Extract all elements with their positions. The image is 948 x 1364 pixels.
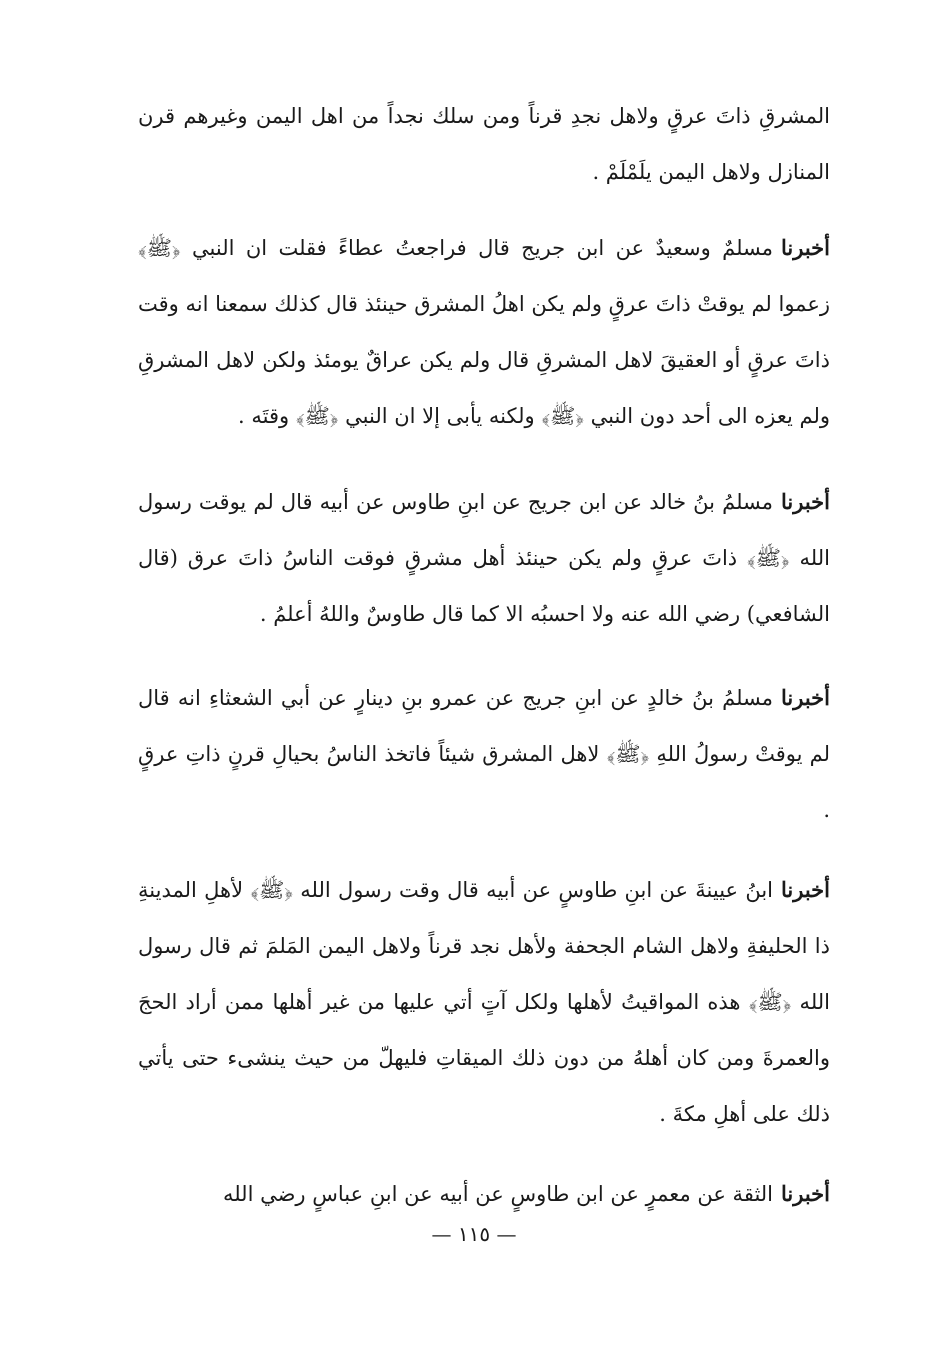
paragraph-1	[138, 88, 830, 200]
paragraph-lead: أخبرنا	[781, 877, 830, 902]
paragraph-lead: أخبرنا	[781, 685, 830, 710]
paragraph-text: ابنُ عيينةَ عن ابنِ طاوسٍ عن أبيه قال وقت رسول الله ﴿ﷺ﴾ لأهلِ المدينةِ ذا الحليفةِ ولاهل الشام الجحفة ولأهل نجد قرناً ولاهل اليمن المَلمَ ثم قال رسول الله ﴿ﷺ﴾ هذه المواقيتُ لأهلها ولكل آتٍ أتي عليها من غير أهلها ممن أراد الحجَ والعمرةَ ومن كان أهلهُ من دون ذلك الميقاتِ فليهلّ من حيث ينشىء حتى يأتي ذلك على أهلِ مكةَ .	[138, 878, 830, 1126]
paragraph-text: المشرقِ ذاتَ عرقٍ ولاهل نجدِ قرناً ومن سلك نجداً من اهل اليمن وغيرهم قرن المنازل ولاهل اليمن يلَمْلَمْ .	[138, 104, 830, 184]
paragraph-lead: أخبرنا	[781, 1181, 830, 1206]
paragraph-text: مسلمُ بنُ خالدٍ عن ابنِ جريج عن عمرو بنِ دينارٍ عن أبي الشعثاءِ انه قال لم يوقتْ رسولُ اللهِ ﴿ﷺ﴾ لاهل المشرق شيئاً فاتخذ الناسُ بحيالِ قرنٍ ذاتِ عرقٍ .	[138, 686, 830, 822]
paragraph-6	[138, 1166, 830, 1222]
paragraph-text: الثقة عن معمرٍ عن ابن طاوسٍ عن أبيه عن ابنِ عباسٍ رضي الله	[222, 1182, 774, 1206]
paragraph-text: مسلمٌ وسعيدٌ عن ابن جريج قال فراجعتُ عطاءً فقلت ان النبي ﴿ﷺ﴾ زعموا لم يوقتْ ذاتَ عرقٍ ولم يكن اهلُ المشرق حينئذ قال كذلك سمعنا انه وقت ذاتَ عرقٍ أو العقيقَ لاهل المشرقِ قال ولم يكن عراقٌ يومئذ ولكن لاهل المشرقِ ولم يعزه الى أحد دون النبي ﴿ﷺ﴾ ولكنه يأبى إلا ان النبي ﴿ﷺ﴾ وقتَه .	[138, 236, 830, 428]
page-number: — ١١٥ —	[431, 1222, 517, 1246]
paragraph-3	[138, 474, 830, 642]
paragraph-text: مسلمُ بنُ خالد عن ابن جريج عن ابنِ طاوس عن أبيه قال لم يوقت رسول الله ﴿ﷺ﴾ ذاتَ عرقٍ ولم يكن حينئذ أهل مشرقٍ فوقت الناسُ ذاتَ عرق (قال الشافعي) رضي الله عنه ولا احسبُه الا كما قال طاوسٌ واللهُ أعلمُ .	[138, 490, 830, 626]
paragraph-5	[138, 862, 830, 1142]
paragraph-lead: أخبرنا	[781, 489, 830, 514]
paragraph-lead: أخبرنا	[781, 235, 830, 260]
paragraph-4	[138, 670, 830, 838]
paragraph-2	[138, 220, 830, 444]
